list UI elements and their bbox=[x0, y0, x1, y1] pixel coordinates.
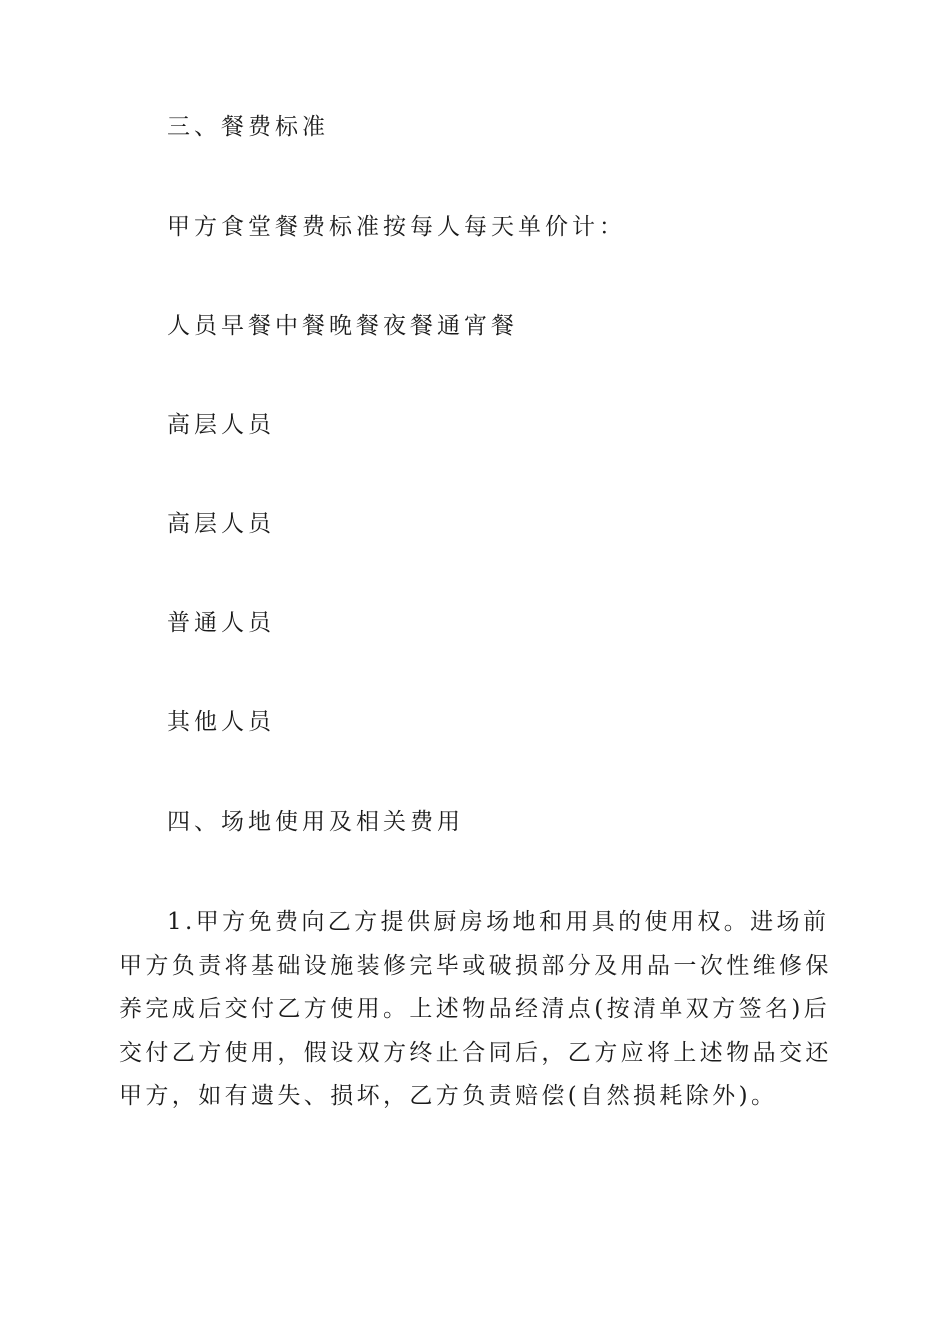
staff-row-senior-2: 高层人员 bbox=[167, 511, 275, 537]
meal-table-header: 人员早餐中餐晚餐夜餐通宵餐 bbox=[167, 313, 518, 339]
venue-clause-paragraph bbox=[119, 901, 839, 1119]
staff-row-other: 其他人员 bbox=[167, 709, 275, 735]
section-heading-venue: 四、场地使用及相关费用 bbox=[167, 809, 464, 835]
venue-clause-text: 1.甲方免费向乙方提供厨房场地和用具的使用权。进场前甲方负责将基础设施装修完毕或破损部分及用品一次性维修保养完成后交付乙方使用。上述物品经清点(按清单双方签名)后交付乙方使用，假设双方终止合同后，乙方应将上述物品交还甲方，如有遗失、损坏，乙方负责赔偿(自然损耗除外)。 bbox=[119, 909, 832, 1109]
section-heading-meal-standard: 三、餐费标准 bbox=[167, 114, 329, 140]
staff-row-regular: 普通人员 bbox=[167, 610, 275, 636]
meal-standard-intro: 甲方食堂餐费标准按每人每天单价计： bbox=[167, 214, 626, 240]
staff-row-senior-1: 高层人员 bbox=[167, 412, 275, 438]
